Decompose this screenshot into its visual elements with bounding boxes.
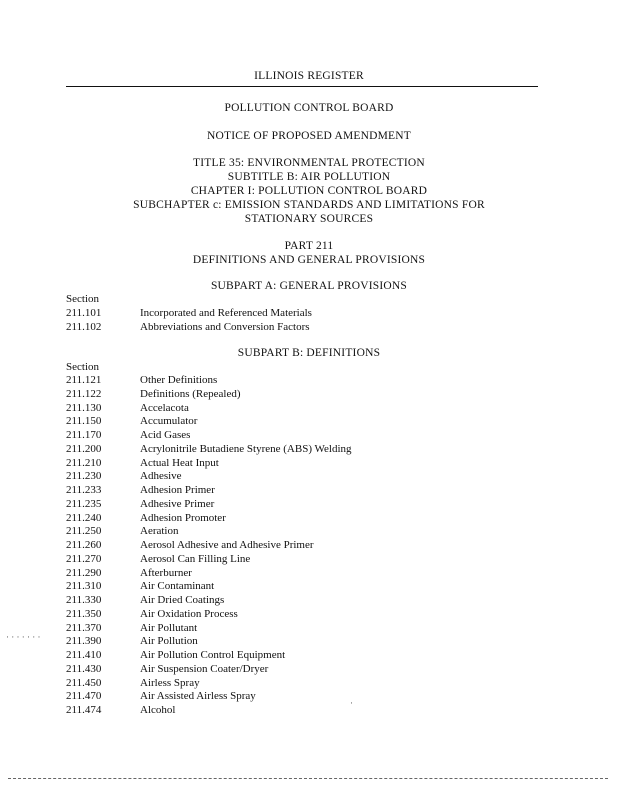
section-number: 211.410 (66, 649, 102, 661)
part-name: DEFINITIONS AND GENERAL PROVISIONS (192, 254, 426, 266)
section-number: 211.330 (66, 594, 102, 606)
section-number: 211.121 (66, 374, 102, 386)
section-title: Air Pollutant (140, 621, 198, 634)
section-title: Actual Heat Input (140, 456, 219, 469)
section-row (66, 635, 546, 649)
section-number: 211.430 (66, 662, 102, 675)
section-row (66, 649, 546, 663)
title-line: SUBCHAPTER c: EMISSION STANDARDS AND LIMITATIONS FOR (133, 199, 485, 211)
section-number: 211.130 (66, 401, 102, 414)
board-name: POLLUTION CONTROL BOARD (224, 102, 394, 114)
section-row (66, 470, 546, 484)
section-title: Aerosol Can Filling Line (140, 552, 251, 565)
section-number: 211.233 (66, 484, 102, 496)
section-title: Air Suspension Coater/Dryer (140, 662, 269, 675)
section-number: 211.240 (66, 511, 102, 524)
section-title: Adhesion Primer (140, 484, 215, 496)
section-row (66, 374, 546, 388)
section-title: Accumulator (140, 415, 198, 428)
title-line: CHAPTER I: POLLUTION CONTROL BOARD (190, 185, 428, 197)
section-row (66, 567, 546, 581)
section-title: Air Oxidation Process (140, 607, 238, 620)
section-row (66, 553, 546, 567)
section-number: 211.270 (66, 552, 102, 565)
section-row (66, 498, 546, 512)
section-row (66, 539, 546, 553)
section-title: Air Dried Coatings (140, 594, 225, 606)
section-number: 211.260 (66, 539, 102, 551)
subpart-b-heading: SUBPART B: DEFINITIONS (237, 347, 381, 359)
section-row (66, 443, 546, 457)
section-title: Acrylonitrile Butadiene Styrene (ABS) Welding (140, 442, 352, 455)
section-number: 211.290 (66, 566, 102, 579)
section-row (66, 525, 546, 539)
section-number: 211.170 (66, 429, 102, 441)
section-number: 211.310 (66, 580, 102, 593)
section-number: 211.150 (66, 415, 102, 428)
section-number: 211.210 (66, 456, 102, 469)
section-row (66, 608, 546, 622)
section-number: 211.474 (66, 704, 102, 716)
subpart-a-heading: SUBPART A: GENERAL PROVISIONS (210, 280, 408, 292)
header-rule (66, 86, 538, 87)
footer-rule (8, 778, 608, 779)
part-number: PART 211 (284, 240, 334, 252)
section-row (66, 388, 546, 402)
section-number: 211.370 (66, 621, 102, 634)
section-row (66, 307, 546, 321)
title-line: TITLE 35: ENVIRONMENTAL PROTECTION (193, 157, 425, 169)
section-number: 211.200 (66, 442, 102, 455)
section-number: 211.450 (66, 676, 102, 689)
section-number: 211.470 (66, 690, 102, 703)
section-title: Adhesive Primer (140, 497, 215, 510)
title-line: STATIONARY SOURCES (244, 213, 374, 225)
section-row (66, 415, 546, 429)
section-number: 211.250 (66, 525, 102, 538)
section-number: 211.390 (66, 635, 102, 648)
section-title: Adhesive (140, 470, 182, 483)
section-title: Air Pollution Control Equipment (140, 649, 286, 661)
section-number: 211.122 (66, 387, 102, 400)
section-row (66, 580, 546, 594)
section-number: 211.350 (66, 607, 102, 620)
section-row (66, 663, 546, 677)
scan-mark: · · · · · · · (6, 632, 41, 642)
section-number: 211.235 (66, 497, 102, 510)
scan-mark: · (350, 698, 353, 708)
section-row (66, 594, 546, 608)
title-line: SUBTITLE B: AIR POLLUTION (227, 171, 391, 183)
section-row (66, 457, 546, 471)
section-row (66, 690, 546, 704)
section-row (66, 321, 546, 335)
section-row (66, 484, 546, 498)
section-title: Accelacota (140, 401, 189, 414)
notice-title: NOTICE OF PROPOSED AMENDMENT (207, 130, 411, 142)
section-title: Alcohol (140, 704, 176, 716)
section-title: Abbreviations and Conversion Factors (140, 320, 310, 333)
section-number: 211.101 (66, 307, 102, 319)
section-title: Air Contaminant (140, 580, 215, 593)
section-row (66, 402, 546, 416)
section-row (66, 429, 546, 443)
section-title: Other Definitions (140, 374, 218, 386)
section-label: Section (66, 361, 99, 373)
section-title: Acid Gases (140, 429, 191, 441)
section-title: Aerosol Adhesive and Adhesive Primer (140, 539, 314, 551)
section-title: Adhesion Promoter (140, 511, 226, 524)
section-row (66, 512, 546, 526)
section-number: 211.230 (66, 470, 102, 483)
section-row (66, 622, 546, 636)
section-row (66, 677, 546, 691)
section-label: Section (66, 293, 99, 305)
section-title: Airless Spray (140, 676, 200, 689)
section-title: Aeration (140, 525, 179, 538)
section-title: Afterburner (140, 566, 192, 579)
section-title: Air Assisted Airless Spray (140, 690, 256, 703)
section-title: Air Pollution (140, 635, 198, 648)
section-number: 211.102 (66, 320, 102, 333)
register-header: ILLINOIS REGISTER (254, 70, 364, 82)
section-title: Definitions (Repealed) (140, 387, 241, 400)
section-title: Incorporated and Referenced Materials (140, 307, 312, 319)
section-row (66, 704, 546, 718)
